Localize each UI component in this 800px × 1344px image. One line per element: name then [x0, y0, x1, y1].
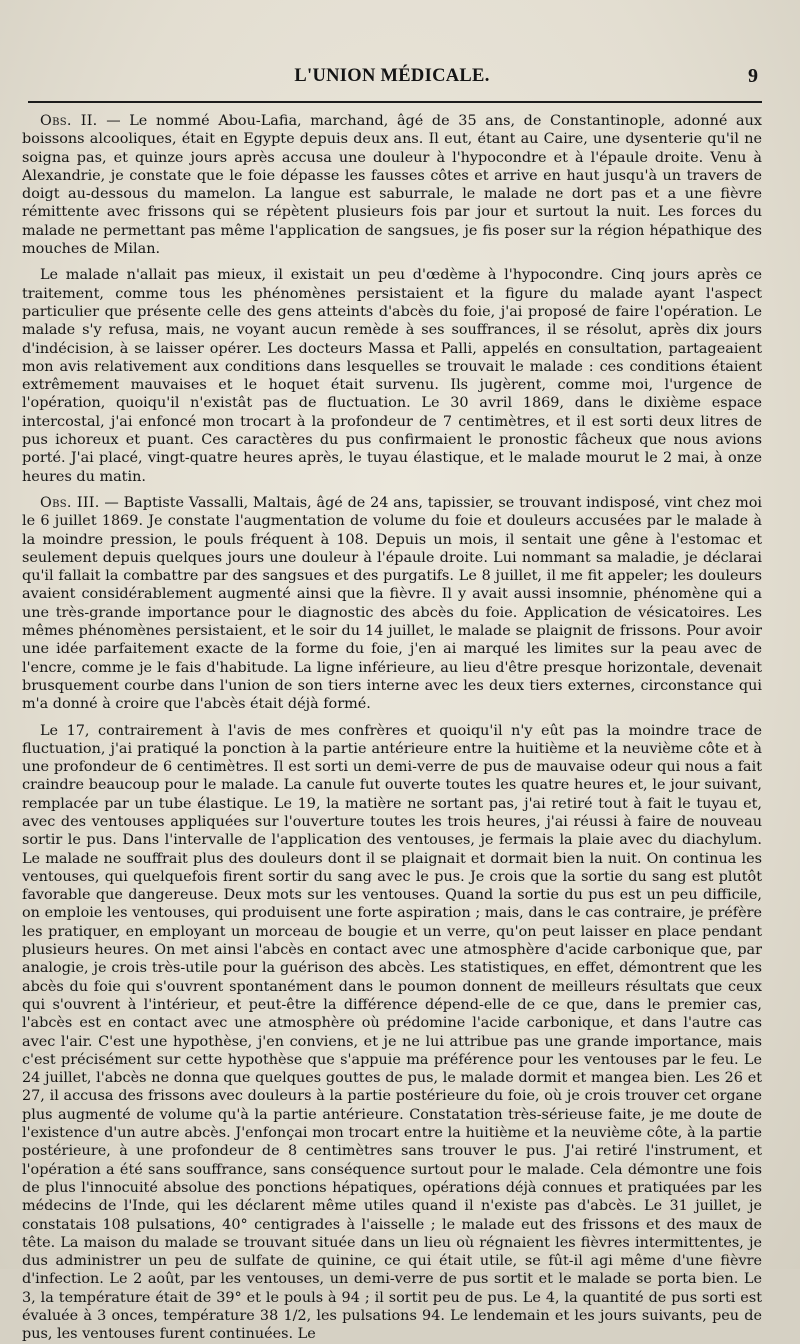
page-header [22, 0, 762, 100]
observation-label: Obs. III. [40, 494, 100, 511]
paragraph-obs-3 [22, 494, 762, 714]
article-body [22, 112, 762, 1344]
paragraph-text: Le malade n'allait pas mieux, il existait un peu d'œdème à l'hypocondre. Cinq jours après ce traitement, comme tous les phénomènes persistaient et la figure du malade ayant l'aspect particulier que présente celle des gens atteints d'abcès du foie, j'ai proposé de faire l'opération. Le malade s'y refusa, mais, ne voyant aucun remède à ses souffrances, il se résolut, après dix jours d'indécision, à se laisser opérer. Les docteurs Massa et Palli, appelés en consultation, partageaient mon avis relativement aux conditions dans lesquelles se trouvait le malade : ces conditions étaient extrêmement mauvaises et le hoquet était survenu. Ils jugèrent, comme moi, l'urgence de l'opération, quoiqu'il n'existât pas de fluctuation. Le 30 avril 1869, dans le dixième espace intercostal, j'ai enfoncé mon trocart à la profondeur de 7 centimètres, et il est sorti deux litres de pus ichoreux et puant. Ces caractères du pus confirmaient le pronostic fâcheux que nous avions porté. J'ai placé, vingt-quatre heures après, le tuyau élastique, et le malade mourut le 2 mai, à onze heures du matin. [22, 267, 762, 485]
paragraph-text: — Baptiste Vassalli, Maltais, âgé de 24 ans, tapissier, se trouvant indisposé, vint chez moi le 6 juillet 1869. Je constate l'augmentation de volume du foie et douleurs accusées par le malade à la moindre pression, le pouls fréquent à 108. Depuis un mois, il sentait une gêne à l'estomac et seulement depuis quelques jours une douleur à l'épaule droite. Lui nommant sa maladie, je déclarai qu'il fallait la combattre par des sangsues et des purgatifs. Le 8 juillet, il me fit appeler; les douleurs avaient considérablement augmenté ainsi que la fièvre. Il y avait aussi insomnie, phénomène qui a une très-grande importance pour le diagnostic des abcès du foie. Application de vésicatoires. Les mêmes phénomènes persistaient, et le soir du 14 juillet, le malade se plaignit de frissons. Pour avoir une idée parfaitement exacte de la forme du foie, j'en ai marqué les limites sur la peau avec de l'encre, comme je le fais d'habitude. La ligne inférieure, au lieu d'être presque horizontale, devenait brusquement courbe dans l'union de son tiers interne avec les deux tiers externes, circonstance qui m'a donné à croire que l'abcès était déjà formé. [22, 494, 762, 713]
page-number: 9 [748, 65, 758, 87]
paragraph-text: — Le nommé Abou-Lafia, marchand, âgé de 35 ans, de Constantinople, adonné aux boissons alcooliques, était en Egypte depuis deux ans. Il eut, étant au Caire, une dysenterie qu'il ne soigna pas, et quinze jours après accusa une douleur à l'hypocondre et à l'épaule droite. Venu à Alexandrie, je constate que le foie dépasse les fausses côtes et arrive en haut jusqu'à un travers de doigt au-dessous du mamelon. La langue est saburrale, le malade ne dort pas et a une fièvre rémittente avec frissons qui se répètent plusieurs fois par jour et surtout la nuit. Les forces du malade ne permettant pas même l'application de sangsues, je fis poser sur la région hépathique des mouches de Milan. [22, 113, 762, 258]
header-rule [28, 101, 762, 103]
paragraph-obs-2 [22, 112, 762, 258]
paragraph-text: Le 17, contrairement à l'avis de mes confrères et quoiqu'il n'y eût pas la moindre trace de fluctuation, j'ai pratiqué la ponction à la partie antérieure entre la huitième et la neuvième côte et à une profondeur de 6 centimètres. Il est sorti un demi-verre de pus de mauvaise odeur qui nous a fait craindre beaucoup pour le malade. La canule fut ouverte toutes les quatre heures et, le jour suivant, remplacée par un tube élastique. Le 19, la matière ne sortant pas, j'ai retiré tout à fait le tuyau et, avec des ventouses appliquées sur l'ouverture toutes les trois heures, j'ai réussi à faire de nouveau sortir le pus. Dans l'intervalle de l'application des ventouses, je fermais la plaie avec du diachylum. Le malade ne souffrait plus des douleurs dont il se plaignait et dormait bien la nuit. On continua les ventouses, qui quelquefois firent sortir du sang avec le pus. Je crois que la sortie du sang est plutôt favorable que dangereuse. Deux mots sur les ventouses. Quand la sortie du pus est un peu difficile, on emploie les ventouses, qui produisent une forte aspiration ; mais, dans le cas contraire, je préfère les pratiquer, en employant un morceau de bougie et un verre, qu'on peut laisser en place pendant plusieurs heures. On met ainsi l'abcès en contact avec une atmosphère d'acide carbonique que, par analogie, je crois très-utile pour la guérison des abcès. Les statistiques, en effet, démontrent que les abcès du foie qui s'ouvrent spontanément dans le poumon donnent de meilleurs résultats que ceux qui s'ouvrent à l'intérieur, et peut-être la différence dépend-elle de ce que, dans le premier cas, l'abcès est en contact avec une atmosphère où prédomine l'acide carbonique, et dans l'autre cas avec l'air. C'est une hypothèse, j'en conviens, et je ne lui attribue pas une grande importance, mais c'est précisément sur cette hypothèse que s'appuie ma préférence pour les ventouses par le feu. Le 24 juillet, l'abcès ne donna que quelques gouttes de pus, le malade dormit et mangea bien. Les 26 et 27, il accusa des frissons avec douleurs à la partie postérieure du foie, où je crois trouver cet organe plus augmenté de volume qu'à la partie antérieure. Constatation très-sérieuse faite, je me doute de l'existence d'un autre abcès. J'enfonçai mon trocart entre la huitième et la neuvième côte, à la partie postérieure, à une profondeur de 8 centimètres sans trouver le pus. J'ai retiré l'instrument, et l'opération a été sans souffrance, sans conséquence surtout pour le malade. Cela démontre une fois de plus l'innocuité absolue des ponctions hépatiques, opérations déjà connues et pratiquées par les médecins de l'Inde, qui les déclarent même utiles quand il n'existe pas d'abcès. Le 31 juillet, je constatais 108 pulsations, 40° centigrades à l'aisselle ; le malade eut des frissons et des maux de tête. La maison du malade se trouvant située dans un lieu où régnaient les fièvres intermittentes, je dus administrer un peu de sulfate de quinine, ce qui était utile, se fût-il agi même d'une fièvre d'infection. Le 2 août, par les ventouses, un demi-verre de pus sortit et le malade se porta bien. Le 3, la température était de 39° et le pouls à 94 ; il sortit peu de pus. Le 4, la quantité de pus sorti est évaluée à 3 onces, température 38 1/2, les pulsations 94. Le lendemain et les jours suivants, peu de pus, les ventouses furent continuées. Le [22, 722, 762, 1343]
paragraph [22, 722, 762, 1344]
journal-title: L'UNION MÉDICALE. [294, 66, 490, 86]
paragraph [22, 266, 762, 486]
observation-label: Obs. II. [40, 113, 98, 129]
